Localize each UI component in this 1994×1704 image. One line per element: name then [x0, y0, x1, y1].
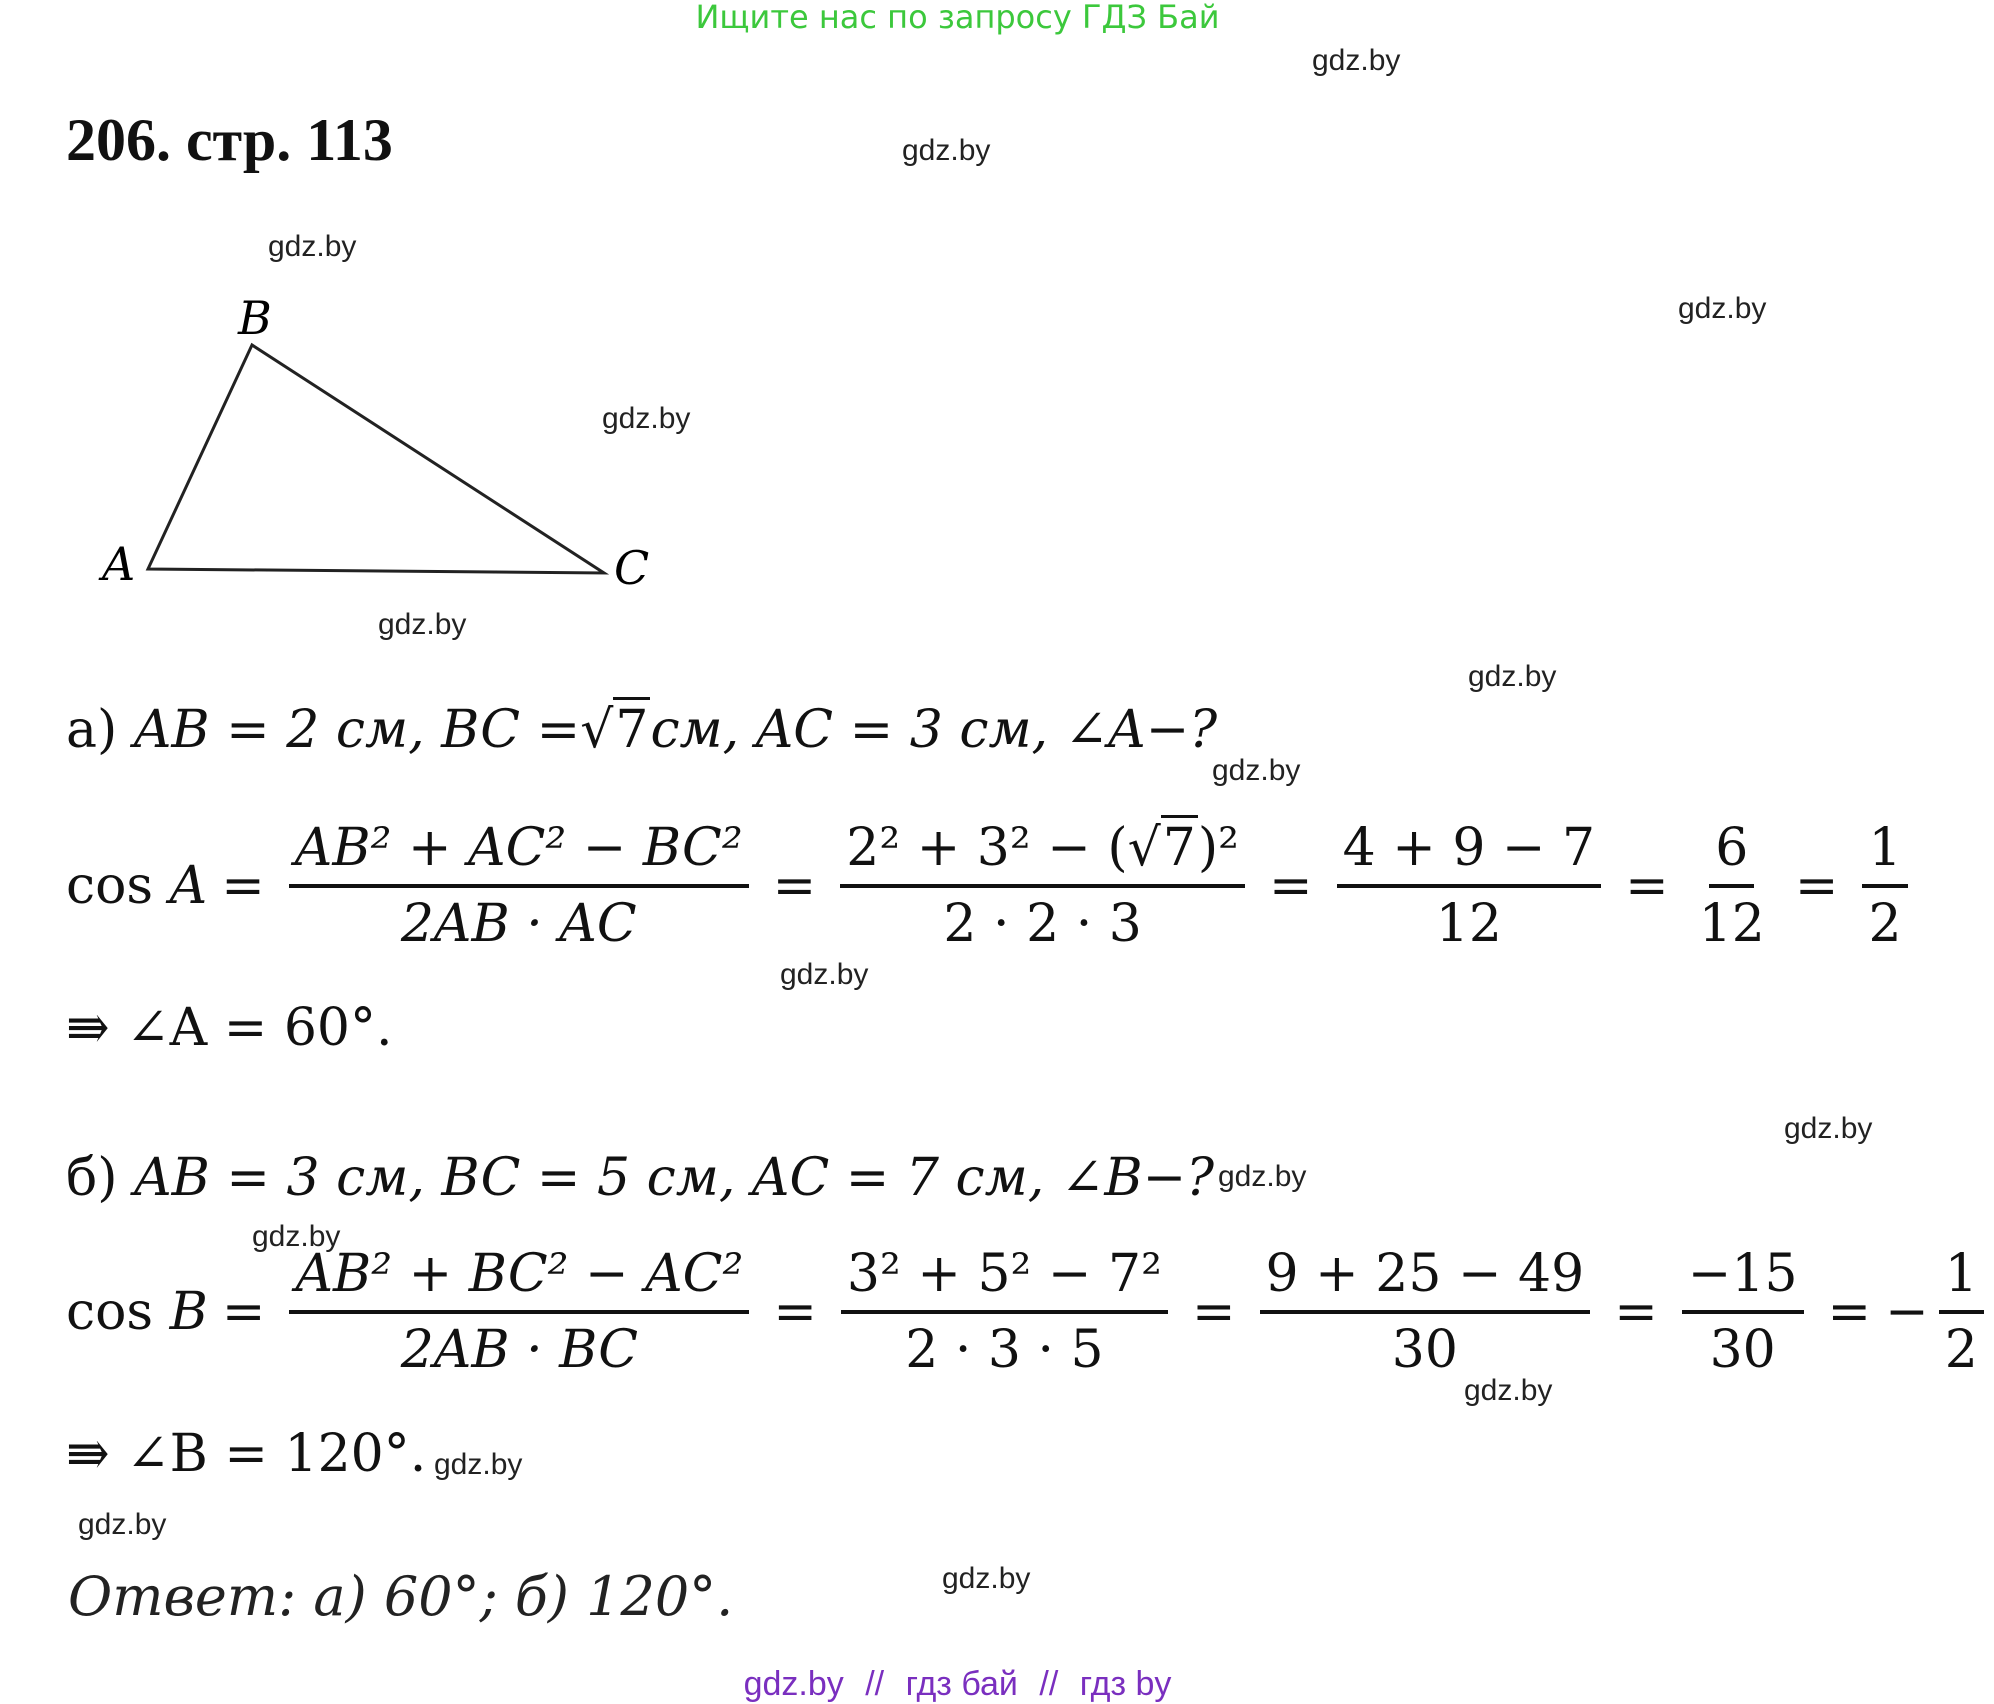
- watermark: gdz.by: [780, 958, 869, 991]
- fraction-1: $\frac{\text{AB² + BC² − AC²}}{2AB \cdot BC}$: [289, 1244, 749, 1380]
- watermark: gdz.by: [434, 1448, 523, 1481]
- footer-link-gdz-by-ru[interactable]: гдз by: [1079, 1665, 1172, 1703]
- answer: Ответ: а) 60°; б) 120°.: [68, 1565, 734, 1628]
- search-banner: Ищите нас по запросу ГДЗ Бай: [695, 0, 1220, 36]
- watermark: gdz.by: [1312, 44, 1401, 77]
- fraction-4: $\frac{6}{12}$: [1698, 818, 1765, 954]
- vertex-label-c: C: [614, 541, 650, 595]
- cos-fn: cos: [66, 856, 154, 916]
- part-a-given: [66, 700, 1217, 760]
- cos-var: B: [169, 1282, 208, 1342]
- footer-link-gdz-by[interactable]: gdz.by: [743, 1665, 844, 1703]
- vertex-label-a: A: [102, 537, 136, 591]
- fraction-5: $\frac{1}{2}$: [1939, 1244, 1984, 1380]
- fraction-2: $\frac{\text{2² + 3² − (√7)²}}{2 \cdot 2 \cdot 3}$: [840, 818, 1245, 954]
- watermark: gdz.by: [268, 230, 357, 263]
- cos-fn: cos: [66, 1282, 154, 1342]
- footer-separator: //: [1039, 1665, 1059, 1703]
- footer-link-gdz-bai[interactable]: гдз бай: [905, 1665, 1018, 1703]
- vertex-label-b: B: [238, 291, 272, 345]
- fraction-3: $\frac{4 + 9 - 7}{12}$: [1337, 818, 1602, 954]
- footer: [0, 1665, 1915, 1704]
- cos-var: A: [169, 856, 208, 916]
- part-a-prefix: а): [66, 700, 118, 760]
- watermark: gdz.by: [942, 1562, 1031, 1595]
- part-a-given-text2: см, AC = 3 см, ∠A−?: [650, 700, 1218, 760]
- footer-separator: //: [865, 1665, 885, 1703]
- watermark: gdz.by: [1218, 1160, 1307, 1193]
- fraction-5: $\frac{1}{2}$: [1862, 818, 1907, 954]
- part-b-given: [66, 1148, 1214, 1208]
- part-b-given-text: AB = 3 см, BC = 5 см, AC = 7 см, ∠B−?: [134, 1148, 1215, 1208]
- watermark: gdz.by: [602, 402, 691, 435]
- part-b-formula: cos B = $\frac{\text{AB² + BC² − AC²}}{2AB \cdot BC}$ = $\frac{\text{3² + 5² − 7²}}{2 \cdot 3 \cdot 5}$ = $\frac{9 + 25 - 49}{30}$ = $\frac{-15}{30}$ = − $\frac{1}{2}$: [66, 1244, 1994, 1380]
- triangle-abc: [148, 345, 604, 573]
- minus-sign: −: [1885, 1282, 1929, 1342]
- fraction-2: $\frac{\text{3² + 5² − 7²}}{2 \cdot 3 \cdot 5}$: [841, 1244, 1168, 1380]
- problem-title: 206. стр. 113: [66, 107, 393, 173]
- watermark: gdz.by: [78, 1508, 167, 1541]
- fraction-3: $\frac{9 + 25 - 49}{30}$: [1260, 1244, 1591, 1380]
- watermark: gdz.by: [1784, 1112, 1873, 1145]
- part-b-prefix: б): [66, 1148, 118, 1208]
- part-a-given-text1: AB = 2 см, BC =: [133, 700, 581, 760]
- watermark: gdz.by: [902, 134, 991, 167]
- sqrt-symbol: √7: [580, 700, 650, 760]
- part-a-result: ⇛ ∠A = 60°.: [66, 998, 393, 1058]
- watermark: gdz.by: [1468, 660, 1557, 693]
- watermark: gdz.by: [378, 608, 467, 641]
- fraction-1: $\frac{\text{AB² + AC² − BC²}}{2AB \cdot AC}$: [289, 818, 749, 954]
- fraction-4: $\frac{-15}{30}$: [1682, 1244, 1804, 1380]
- part-a-formula: cos A = $\frac{\text{AB² + AC² − BC²}}{2AB \cdot AC}$ = $\frac{\text{2² + 3² − (√7)²}}{2 \cdot 2 \cdot 3}$ = $\frac{4 + 9 - 7}{12}$ = $\frac{6}{12}$ = $\frac{1}{2}$: [66, 818, 1918, 954]
- watermark: gdz.by: [1678, 292, 1767, 325]
- watermark: gdz.by: [1212, 754, 1301, 787]
- watermark: gdz.by: [252, 1220, 341, 1253]
- watermark: gdz.by: [1464, 1374, 1553, 1407]
- part-b-result: ⇛ ∠B = 120°.: [66, 1424, 427, 1484]
